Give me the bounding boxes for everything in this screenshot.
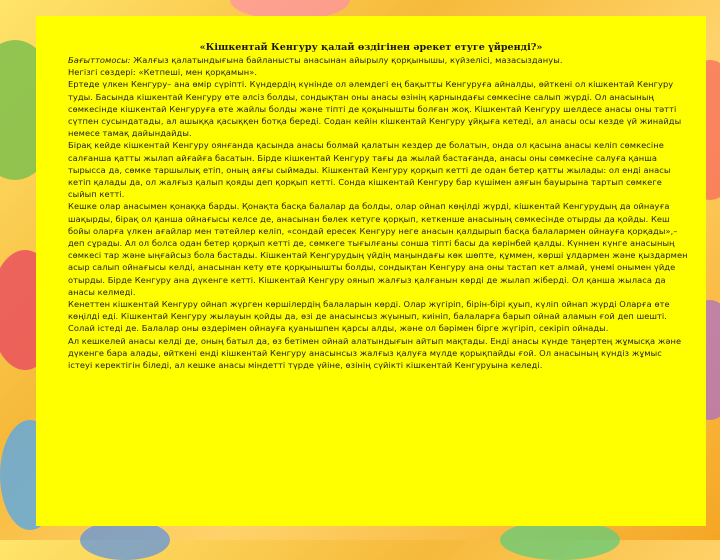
goal-text: Жалғыз қалатындығына байланысты анасынан айырылу қорқынышы, күйзелісі, мазасыздануы.	[130, 55, 563, 65]
paragraph: Кешке олар анасымен қонаққа барды. Қонақта басқа балалар да болды, олар ойнап көңілді жүрді, кішкентай Кенгурудың да ойнауға шақырды, бірақ ол қанша ойнағысы келсе де, анасынан бөлек кетуге қорқып, кеткенше анасының сөмкесінде отырды да қойды. Кеш бойы оларға үлкен ағайлар мен тәтейлер келіп, «сондай ересек Кенгуру неге анасын қалдырып басқа балалармен ойнауға қорқады»,– деп сұрады. Ал ол болса одан бетер қорқып кетті де, сөмкеге тығылғаны сонша тіпті басы да көрінбей қалды. Күннен күнге анасының сөмкесі тар және ыңғайсыз бола бастады. Кішкентай Кенгурудың үйдің маңындағы көк шөпте, құммен, көрші ұлдармен және қыздармен асыр салып ойнағысы келді, анасынан кету өте қорқынышты болды, сондықтан Кенгуру ана оны тастап кет алмай, үнемі онымен үйде отырды. Бірде Кенгуру ана дүкенге кетті. Кішкентай Кенгуру оянып жалғыз қалғанын көрді де жылап жіберді. Ол қанша жыласа да анасы келмеді.	[68, 201, 688, 297]
paragraph: Бірақ кейде кішкентай Кенгуру оянғанда қасында анасы болмай қалатын кездер де болатын, онда ол қасына анасы келіп сөмкесіне салғанша қатты жылап айғайға басатын. Бірде кішкентай Кенгуру тағы да жылай бастағанда, анасы оны сөмкесіне салуға қанша тырысса да, сөмке таршылық етіп, оның аяғы сыймады. Кішкентай Кенгуру қорқып кетті де одан бетер қатты жылады: ол енді анасы кетіп қалады да, ол жалғыз қалып қояды деп қорқып кетті. Сонда кішкентай Кенгуру бар күшімен аяғын бауырына тартып сөмкеге сыйып кетті.	[68, 140, 671, 200]
goal-line	[68, 54, 688, 66]
paragraph: Ал кешкелей анасы келді де, оның батыл да, өз бетімен ойнай алатындығын айтып мақтады. Енді анасы күнде таңертең жұмысқа және дүкенге бара алады, өйткені енді кішкентай Кенгуру анасынсыз жалғыз қалуға мүлде қорықпайды ғой. Ол анасының күндіз жұмыс істеуі керектігін біледі, ал кешке анасы міндетті түрде үйіне, өзінің сүйікті кішкентай Кенгуруына келеді.	[68, 335, 682, 371]
story-text	[68, 54, 688, 371]
story-title: «Кішкентай Кенгуру қалай өздігінен әрекет етуге үйренді?»	[199, 42, 543, 53]
key-words: Негізгі сөздері: «Кетпеші, мен қорқамын».	[68, 67, 258, 78]
decor-shape	[80, 520, 170, 560]
decor-shape	[500, 520, 620, 560]
paragraph: Кенеттен кішкентай Кенгуру ойнап жүрген көршілердің балаларын көрді. Олар жүгіріп, бірін-бірі қуып, күліп ойнап жүрді Оларға өте көңілді еді. Кішкентай Кенгуру жылауын қойды да, өзі де анасынсыз жүынып, киініп, балаларға барып ойнай аламын ғой деп шешті. Солай істеді де. Балалар оны өздерімен ойнауға қуанышпен қарсы алды, және ол бәрімен бірге жүгіріп, секіріп ойнады.	[68, 299, 670, 334]
paragraph: Ертеде үлкен Кенгуру– ана өмір сүріпті. Күндердің күнінде ол әлемдегі ең бақытты Кенгуруға айналды, өйткені ол кішкентай Кенгуру туды. Басында кішкентай Кенгуру өте әлсіз болды, сондықтан оны анасы өзінің қарнындағы сөмкесіне салып жүрді. Ол анасының сөмкесінде кішкентай Кенгуруға өте жайлы болды және тіпті де қоқынышты болған жоқ. Кішкентай Кенгуру шелдесе анасы оны тәтті сүтпен сусындатады, ал ашыққа қасыққен ботқа береді. Содан кейін кішкентай Кенгуру ұйқыға кетеді, ал анасы осы кезде үй жинайды немесе тамақ дайындайды.	[68, 79, 682, 139]
story-panel	[36, 16, 706, 526]
goal-label: Бағыттомосы:	[68, 55, 131, 65]
